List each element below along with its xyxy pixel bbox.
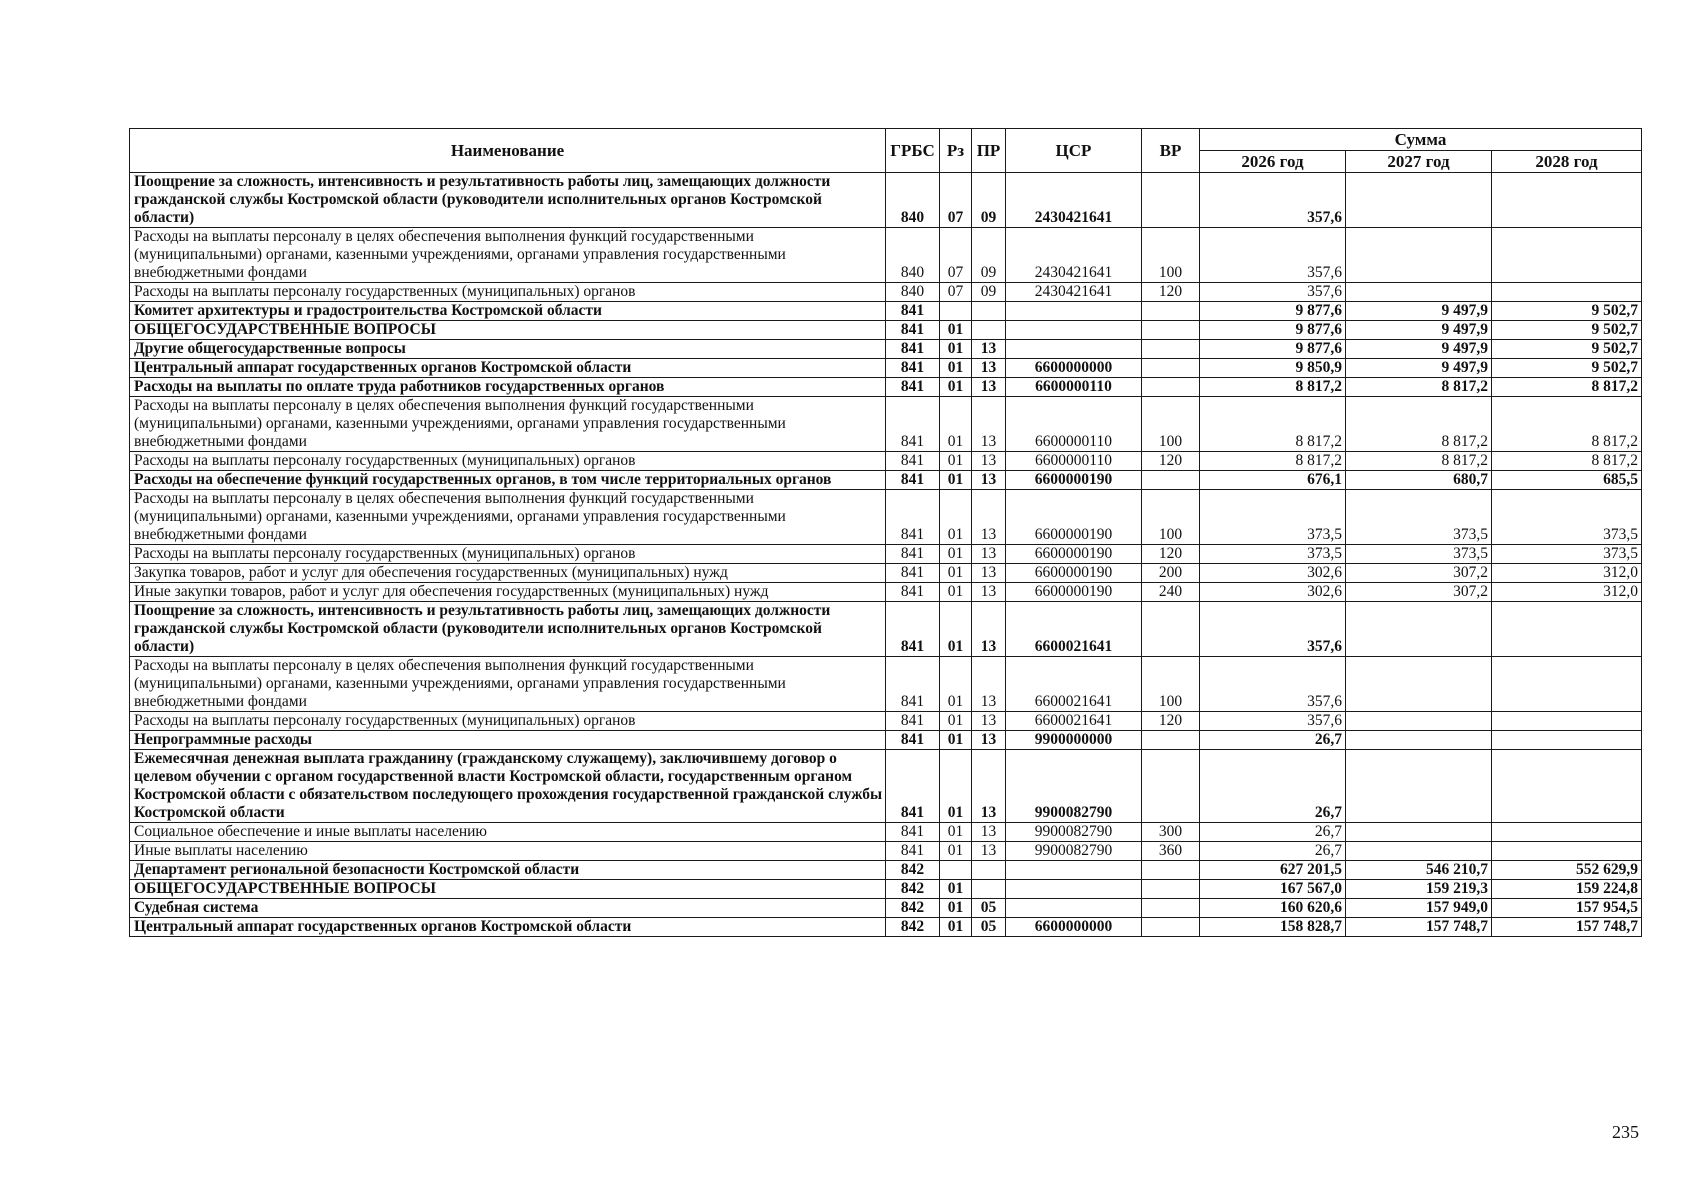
cell-name: Расходы на выплаты персоналу в целях обеспечения выполнения функций государственными (муниципальными) органами, казенными учреждениями, органами управления государственными внебюджетными фондами xyxy=(130,397,886,452)
header-vr: ВР xyxy=(1142,129,1200,173)
cell-sum-2026: 302,6 xyxy=(1200,583,1346,602)
cell-csr xyxy=(1006,861,1142,880)
cell-csr: 9900082790 xyxy=(1006,842,1142,861)
cell-vr: 100 xyxy=(1142,397,1200,452)
cell-sum-2026: 627 201,5 xyxy=(1200,861,1346,880)
cell-csr: 9900000000 xyxy=(1006,731,1142,750)
cell-vr: 300 xyxy=(1142,823,1200,842)
cell-pr: 13 xyxy=(972,712,1006,731)
cell-name: Поощрение за сложность, интенсивность и результативность работы лиц, замещающих должности гражданской службы Костромской области (руководители исполнительных органов Костромской области) xyxy=(130,602,886,657)
table-row xyxy=(130,302,1642,321)
cell-rz: 01 xyxy=(940,657,972,712)
cell-pr: 13 xyxy=(972,657,1006,712)
cell-name: Иные выплаты населению xyxy=(130,842,886,861)
cell-rz: 01 xyxy=(940,340,972,359)
cell-name: Расходы на выплаты персоналу в целях обеспечения выполнения функций государственными (муниципальными) органами, казенными учреждениями, органами управления государственными внебюджетными фондами xyxy=(130,228,886,283)
cell-sum-2026: 9 850,9 xyxy=(1200,359,1346,378)
cell-sum-2027: 546 210,7 xyxy=(1346,861,1492,880)
table-row xyxy=(130,712,1642,731)
cell-sum-2028: 157 748,7 xyxy=(1492,918,1642,937)
cell-vr xyxy=(1142,359,1200,378)
cell-vr xyxy=(1142,899,1200,918)
cell-sum-2028 xyxy=(1492,228,1642,283)
cell-sum-2028 xyxy=(1492,731,1642,750)
header-grbs: ГРБС xyxy=(886,129,940,173)
cell-vr: 120 xyxy=(1142,452,1200,471)
cell-pr xyxy=(972,861,1006,880)
cell-vr xyxy=(1142,602,1200,657)
cell-vr xyxy=(1142,880,1200,899)
cell-sum-2026: 167 567,0 xyxy=(1200,880,1346,899)
table-row xyxy=(130,397,1642,452)
cell-csr: 6600000190 xyxy=(1006,471,1142,490)
cell-sum-2028: 552 629,9 xyxy=(1492,861,1642,880)
header-rz: Рз xyxy=(940,129,972,173)
table-row xyxy=(130,899,1642,918)
cell-sum-2026: 302,6 xyxy=(1200,564,1346,583)
table-row xyxy=(130,842,1642,861)
cell-sum-2027: 8 817,2 xyxy=(1346,452,1492,471)
cell-sum-2026: 8 817,2 xyxy=(1200,378,1346,397)
cell-name: Расходы на выплаты персоналу в целях обеспечения выполнения функций государственными (муниципальными) органами, казенными учреждениями, органами управления государственными внебюджетными фондами xyxy=(130,490,886,545)
cell-csr: 6600000110 xyxy=(1006,397,1142,452)
cell-csr: 2430421641 xyxy=(1006,228,1142,283)
cell-sum-2027: 159 219,3 xyxy=(1346,880,1492,899)
cell-sum-2028 xyxy=(1492,657,1642,712)
cell-pr: 13 xyxy=(972,340,1006,359)
cell-csr xyxy=(1006,340,1142,359)
cell-rz: 01 xyxy=(940,731,972,750)
cell-sum-2027 xyxy=(1346,731,1492,750)
table-row xyxy=(130,283,1642,302)
cell-rz: 01 xyxy=(940,564,972,583)
cell-csr: 6600021641 xyxy=(1006,712,1142,731)
cell-sum-2027: 373,5 xyxy=(1346,490,1492,545)
cell-pr: 05 xyxy=(972,918,1006,937)
cell-sum-2027: 9 497,9 xyxy=(1346,302,1492,321)
cell-csr: 6600000110 xyxy=(1006,378,1142,397)
cell-pr: 09 xyxy=(972,283,1006,302)
cell-vr xyxy=(1142,302,1200,321)
cell-rz: 07 xyxy=(940,283,972,302)
cell-name: Расходы на выплаты персоналу в целях обеспечения выполнения функций государственными (муниципальными) органами, казенными учреждениями, органами управления государственными внебюджетными фондами xyxy=(130,657,886,712)
cell-grbs: 841 xyxy=(886,452,940,471)
cell-name: Поощрение за сложность, интенсивность и результативность работы лиц, замещающих должности гражданской службы Костромской области (руководители исполнительных органов Костромской области) xyxy=(130,173,886,228)
cell-rz xyxy=(940,302,972,321)
cell-sum-2028: 8 817,2 xyxy=(1492,452,1642,471)
cell-csr: 6600000190 xyxy=(1006,583,1142,602)
cell-sum-2028: 9 502,7 xyxy=(1492,321,1642,340)
cell-name: Ежемесячная денежная выплата гражданину (гражданскому служащему), заключившему договор о целевом обучении с органом государственной власти Костромской области, государственным органом Костромской области с обязательством последующего прохождения государственной гражданской службы Костромской области xyxy=(130,750,886,823)
cell-sum-2026: 160 620,6 xyxy=(1200,899,1346,918)
cell-vr xyxy=(1142,471,1200,490)
cell-grbs: 841 xyxy=(886,712,940,731)
cell-grbs: 841 xyxy=(886,657,940,712)
cell-sum-2028 xyxy=(1492,173,1642,228)
cell-rz: 01 xyxy=(940,471,972,490)
cell-sum-2027 xyxy=(1346,823,1492,842)
cell-name: Закупка товаров, работ и услуг для обеспечения государственных (муниципальных) нужд xyxy=(130,564,886,583)
cell-pr xyxy=(972,302,1006,321)
cell-name: ОБЩЕГОСУДАРСТВЕННЫЕ ВОПРОСЫ xyxy=(130,880,886,899)
cell-sum-2026: 676,1 xyxy=(1200,471,1346,490)
cell-vr xyxy=(1142,731,1200,750)
cell-sum-2026: 373,5 xyxy=(1200,545,1346,564)
cell-grbs: 841 xyxy=(886,842,940,861)
cell-name: Иные закупки товаров, работ и услуг для обеспечения государственных (муниципальных) нужд xyxy=(130,583,886,602)
table-row xyxy=(130,471,1642,490)
cell-sum-2026: 357,6 xyxy=(1200,228,1346,283)
cell-sum-2028: 312,0 xyxy=(1492,564,1642,583)
cell-vr: 200 xyxy=(1142,564,1200,583)
cell-pr: 13 xyxy=(972,731,1006,750)
cell-vr xyxy=(1142,378,1200,397)
cell-sum-2028 xyxy=(1492,842,1642,861)
cell-sum-2026: 8 817,2 xyxy=(1200,452,1346,471)
cell-rz: 01 xyxy=(940,378,972,397)
cell-rz: 01 xyxy=(940,899,972,918)
cell-grbs: 841 xyxy=(886,731,940,750)
cell-csr: 6600000190 xyxy=(1006,545,1142,564)
cell-vr: 360 xyxy=(1142,842,1200,861)
cell-grbs: 841 xyxy=(886,340,940,359)
cell-sum-2026: 357,6 xyxy=(1200,657,1346,712)
cell-rz: 01 xyxy=(940,750,972,823)
cell-sum-2026: 9 877,6 xyxy=(1200,302,1346,321)
cell-sum-2028: 159 224,8 xyxy=(1492,880,1642,899)
cell-csr: 6600021641 xyxy=(1006,602,1142,657)
cell-grbs: 841 xyxy=(886,471,940,490)
cell-name: Комитет архитектуры и градостроительства Костромской области xyxy=(130,302,886,321)
cell-sum-2027 xyxy=(1346,657,1492,712)
cell-grbs: 840 xyxy=(886,173,940,228)
cell-sum-2028 xyxy=(1492,712,1642,731)
table-row xyxy=(130,340,1642,359)
cell-pr xyxy=(972,880,1006,899)
table-row xyxy=(130,583,1642,602)
cell-name: Социальное обеспечение и иные выплаты населению xyxy=(130,823,886,842)
cell-vr: 100 xyxy=(1142,657,1200,712)
cell-grbs: 841 xyxy=(886,397,940,452)
table-row xyxy=(130,490,1642,545)
cell-name: Другие общегосударственные вопросы xyxy=(130,340,886,359)
cell-csr xyxy=(1006,880,1142,899)
cell-sum-2028: 312,0 xyxy=(1492,583,1642,602)
cell-vr: 120 xyxy=(1142,545,1200,564)
cell-vr xyxy=(1142,321,1200,340)
cell-sum-2027: 680,7 xyxy=(1346,471,1492,490)
cell-sum-2027: 9 497,9 xyxy=(1346,321,1492,340)
table-row xyxy=(130,228,1642,283)
table-row xyxy=(130,359,1642,378)
cell-sum-2028: 157 954,5 xyxy=(1492,899,1642,918)
cell-sum-2028: 373,5 xyxy=(1492,545,1642,564)
cell-grbs: 841 xyxy=(886,302,940,321)
cell-grbs: 842 xyxy=(886,899,940,918)
cell-sum-2026: 8 817,2 xyxy=(1200,397,1346,452)
cell-grbs: 841 xyxy=(886,490,940,545)
cell-grbs: 840 xyxy=(886,283,940,302)
cell-grbs: 841 xyxy=(886,823,940,842)
cell-grbs: 841 xyxy=(886,564,940,583)
cell-pr: 13 xyxy=(972,471,1006,490)
cell-sum-2027 xyxy=(1346,750,1492,823)
cell-sum-2026: 9 877,6 xyxy=(1200,340,1346,359)
cell-sum-2028 xyxy=(1492,750,1642,823)
cell-grbs: 841 xyxy=(886,378,940,397)
cell-name: Расходы на обеспечение функций государственных органов, в том числе территориальных органов xyxy=(130,471,886,490)
cell-rz: 01 xyxy=(940,359,972,378)
cell-sum-2027 xyxy=(1346,712,1492,731)
cell-rz: 01 xyxy=(940,545,972,564)
cell-sum-2027: 8 817,2 xyxy=(1346,378,1492,397)
cell-rz: 01 xyxy=(940,880,972,899)
cell-vr xyxy=(1142,861,1200,880)
cell-rz: 01 xyxy=(940,490,972,545)
cell-sum-2028: 373,5 xyxy=(1492,490,1642,545)
cell-pr xyxy=(972,321,1006,340)
cell-rz: 01 xyxy=(940,397,972,452)
cell-vr xyxy=(1142,918,1200,937)
cell-pr: 13 xyxy=(972,545,1006,564)
cell-csr: 6600000190 xyxy=(1006,564,1142,583)
page-number: 235 xyxy=(1612,1122,1639,1142)
cell-sum-2028: 9 502,7 xyxy=(1492,340,1642,359)
cell-sum-2028: 8 817,2 xyxy=(1492,397,1642,452)
cell-sum-2026: 158 828,7 xyxy=(1200,918,1346,937)
table-row xyxy=(130,602,1642,657)
cell-vr: 240 xyxy=(1142,583,1200,602)
cell-csr: 6600000190 xyxy=(1006,490,1142,545)
cell-vr xyxy=(1142,173,1200,228)
cell-pr: 13 xyxy=(972,564,1006,583)
cell-vr: 100 xyxy=(1142,228,1200,283)
cell-rz: 01 xyxy=(940,452,972,471)
cell-csr: 2430421641 xyxy=(1006,283,1142,302)
cell-name: Расходы на выплаты персоналу государственных (муниципальных) органов xyxy=(130,712,886,731)
cell-sum-2026: 9 877,6 xyxy=(1200,321,1346,340)
header-year-2028: 2028 год xyxy=(1492,151,1642,173)
cell-name: Расходы на выплаты по оплате труда работников государственных органов xyxy=(130,378,886,397)
cell-vr: 120 xyxy=(1142,712,1200,731)
cell-sum-2026: 26,7 xyxy=(1200,823,1346,842)
cell-csr: 9900082790 xyxy=(1006,750,1142,823)
cell-rz: 07 xyxy=(940,173,972,228)
cell-sum-2028: 8 817,2 xyxy=(1492,378,1642,397)
cell-grbs: 841 xyxy=(886,602,940,657)
cell-pr: 09 xyxy=(972,228,1006,283)
table-row xyxy=(130,378,1642,397)
cell-grbs: 841 xyxy=(886,359,940,378)
table-row xyxy=(130,823,1642,842)
cell-sum-2028: 9 502,7 xyxy=(1492,359,1642,378)
cell-pr: 05 xyxy=(972,899,1006,918)
cell-vr: 120 xyxy=(1142,283,1200,302)
cell-pr: 13 xyxy=(972,452,1006,471)
cell-sum-2026: 26,7 xyxy=(1200,842,1346,861)
cell-sum-2026: 357,6 xyxy=(1200,283,1346,302)
cell-grbs: 841 xyxy=(886,750,940,823)
cell-rz: 01 xyxy=(940,823,972,842)
cell-rz: 01 xyxy=(940,712,972,731)
cell-sum-2027 xyxy=(1346,602,1492,657)
cell-sum-2027: 8 817,2 xyxy=(1346,397,1492,452)
cell-pr: 09 xyxy=(972,173,1006,228)
cell-sum-2027 xyxy=(1346,842,1492,861)
cell-sum-2026: 357,6 xyxy=(1200,173,1346,228)
table-row xyxy=(130,545,1642,564)
cell-sum-2027: 307,2 xyxy=(1346,583,1492,602)
cell-rz: 01 xyxy=(940,602,972,657)
cell-name: Центральный аппарат государственных органов Костромской области xyxy=(130,359,886,378)
cell-csr: 9900082790 xyxy=(1006,823,1142,842)
header-year-2026: 2026 год xyxy=(1200,151,1346,173)
table-row xyxy=(130,657,1642,712)
cell-rz xyxy=(940,861,972,880)
budget-table xyxy=(129,128,1642,937)
table-row xyxy=(130,918,1642,937)
cell-sum-2026: 26,7 xyxy=(1200,750,1346,823)
table-row xyxy=(130,880,1642,899)
cell-name: Расходы на выплаты персоналу государственных (муниципальных) органов xyxy=(130,283,886,302)
cell-name: Департамент региональной безопасности Костромской области xyxy=(130,861,886,880)
cell-pr: 13 xyxy=(972,378,1006,397)
cell-pr: 13 xyxy=(972,750,1006,823)
cell-csr xyxy=(1006,302,1142,321)
header-pr: ПР xyxy=(972,129,1006,173)
cell-rz: 01 xyxy=(940,918,972,937)
cell-name: Расходы на выплаты персоналу государственных (муниципальных) органов xyxy=(130,545,886,564)
table-row xyxy=(130,750,1642,823)
cell-sum-2027: 9 497,9 xyxy=(1346,340,1492,359)
cell-rz: 01 xyxy=(940,842,972,861)
cell-pr: 13 xyxy=(972,359,1006,378)
cell-sum-2027: 307,2 xyxy=(1346,564,1492,583)
cell-vr xyxy=(1142,750,1200,823)
cell-sum-2027: 9 497,9 xyxy=(1346,359,1492,378)
cell-name: Расходы на выплаты персоналу государственных (муниципальных) органов xyxy=(130,452,886,471)
cell-pr: 13 xyxy=(972,583,1006,602)
cell-rz: 01 xyxy=(940,321,972,340)
cell-sum-2027: 373,5 xyxy=(1346,545,1492,564)
table-row xyxy=(130,564,1642,583)
cell-sum-2026: 357,6 xyxy=(1200,602,1346,657)
cell-rz: 07 xyxy=(940,228,972,283)
table-row xyxy=(130,321,1642,340)
cell-sum-2028: 685,5 xyxy=(1492,471,1642,490)
cell-sum-2027 xyxy=(1346,228,1492,283)
table-row xyxy=(130,173,1642,228)
cell-pr: 13 xyxy=(972,823,1006,842)
cell-sum-2028 xyxy=(1492,602,1642,657)
cell-grbs: 842 xyxy=(886,918,940,937)
header-year-2027: 2027 год xyxy=(1346,151,1492,173)
cell-grbs: 842 xyxy=(886,880,940,899)
header-name: Наименование xyxy=(130,129,886,173)
cell-name: Центральный аппарат государственных органов Костромской области xyxy=(130,918,886,937)
cell-grbs: 841 xyxy=(886,583,940,602)
cell-csr xyxy=(1006,321,1142,340)
table-body xyxy=(130,173,1642,937)
cell-pr: 13 xyxy=(972,602,1006,657)
cell-sum-2027: 157 949,0 xyxy=(1346,899,1492,918)
cell-csr: 6600000110 xyxy=(1006,452,1142,471)
cell-name: ОБЩЕГОСУДАРСТВЕННЫЕ ВОПРОСЫ xyxy=(130,321,886,340)
table-row xyxy=(130,861,1642,880)
cell-grbs: 841 xyxy=(886,545,940,564)
cell-pr: 13 xyxy=(972,397,1006,452)
cell-vr xyxy=(1142,340,1200,359)
cell-pr: 13 xyxy=(972,842,1006,861)
cell-csr: 6600021641 xyxy=(1006,657,1142,712)
cell-sum-2028 xyxy=(1492,823,1642,842)
cell-pr: 13 xyxy=(972,490,1006,545)
cell-grbs: 840 xyxy=(886,228,940,283)
cell-vr: 100 xyxy=(1142,490,1200,545)
cell-sum-2026: 26,7 xyxy=(1200,731,1346,750)
table-header xyxy=(130,129,1642,173)
cell-grbs: 841 xyxy=(886,321,940,340)
header-sum: Сумма xyxy=(1200,129,1642,151)
cell-sum-2028: 9 502,7 xyxy=(1492,302,1642,321)
cell-rz: 01 xyxy=(940,583,972,602)
cell-csr: 6600000000 xyxy=(1006,359,1142,378)
cell-sum-2027: 157 748,7 xyxy=(1346,918,1492,937)
cell-sum-2027 xyxy=(1346,173,1492,228)
header-csr: ЦСР xyxy=(1006,129,1142,173)
cell-name: Судебная система xyxy=(130,899,886,918)
table-row xyxy=(130,731,1642,750)
table-row xyxy=(130,452,1642,471)
cell-sum-2026: 357,6 xyxy=(1200,712,1346,731)
cell-sum-2026: 373,5 xyxy=(1200,490,1346,545)
cell-name: Непрограммные расходы xyxy=(130,731,886,750)
cell-sum-2028 xyxy=(1492,283,1642,302)
cell-grbs: 842 xyxy=(886,861,940,880)
cell-sum-2027 xyxy=(1346,283,1492,302)
cell-csr: 2430421641 xyxy=(1006,173,1142,228)
cell-csr: 6600000000 xyxy=(1006,918,1142,937)
cell-csr xyxy=(1006,899,1142,918)
